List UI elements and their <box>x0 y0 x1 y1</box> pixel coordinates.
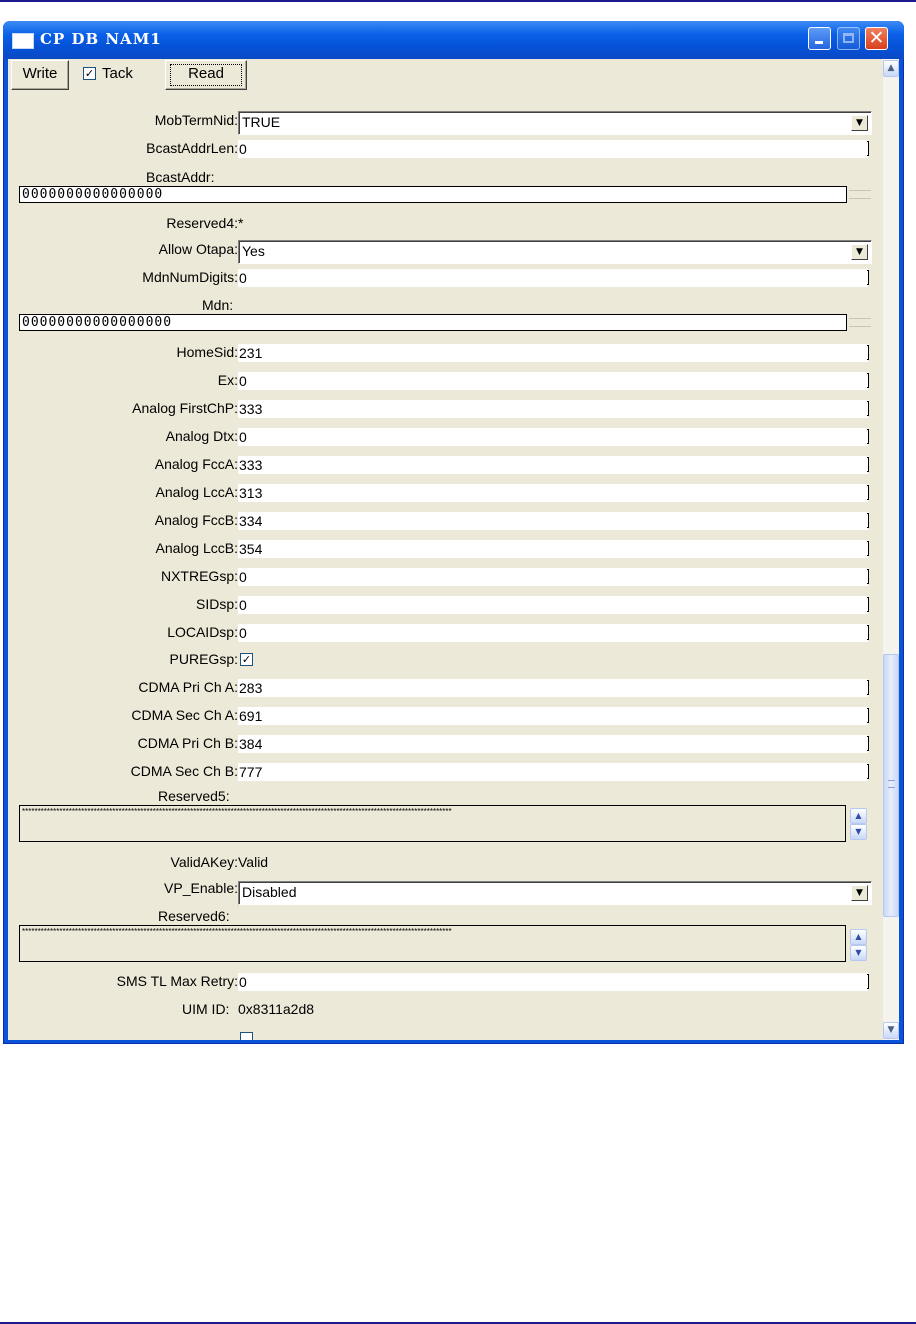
analog-first-chp-field[interactable]: 333 <box>238 400 868 418</box>
cdma-sec-ch-a-label: CDMA Sec Ch A: <box>131 707 238 723</box>
locaidsp-label: LOCAIDsp: <box>167 624 238 640</box>
nam-window <box>3 21 904 1044</box>
reserved5-label: Reserved5: <box>158 788 230 804</box>
analog-dtx-field[interactable]: 0 <box>238 428 868 446</box>
field-end-mark <box>867 974 869 989</box>
valid-akey-value: Valid <box>238 854 269 870</box>
cdma-pri-ch-a-field[interactable]: 283 <box>238 679 868 697</box>
reserved6-textarea[interactable]: ****************************************************************************************************************************************** <box>19 925 846 962</box>
analog-lcca-label: Analog LccA: <box>155 484 238 500</box>
analog-fcca-label: Analog FccA: <box>154 456 238 472</box>
mdn-num-digits-label: MdnNumDigits: <box>142 269 238 285</box>
mdn-field[interactable]: 00000000000000000 <box>19 314 847 331</box>
close-icon: ✕ <box>868 27 885 49</box>
ex-label: Ex: <box>217 372 238 388</box>
focus-rect <box>170 64 242 86</box>
grip-icon <box>888 780 895 788</box>
scroll-up-icon[interactable]: ▲ <box>883 60 899 77</box>
cdma-sec-ch-b-label: CDMA Sec Ch B: <box>130 763 238 779</box>
analog-first-chp-label: Analog FirstChP: <box>132 400 238 416</box>
field-end-mark <box>867 141 869 156</box>
mdn-num-digits-field[interactable]: 0 <box>238 269 868 287</box>
spin-down-icon[interactable]: ▼ <box>850 945 867 961</box>
mdn-label: Mdn: <box>202 297 234 313</box>
field-end-mark <box>867 708 869 723</box>
allow-otapa-label: Allow Otapa: <box>158 241 238 257</box>
field-end-mark <box>867 541 869 556</box>
cdma-sec-ch-a-field[interactable]: 691 <box>238 707 868 725</box>
cdma-pri-ch-b-label: CDMA Pri Ch B: <box>137 735 238 751</box>
mdn-resize-handle[interactable] <box>849 318 871 327</box>
analog-lccb-field[interactable]: 354 <box>238 540 868 558</box>
sms-tl-max-retry-label: SMS TL Max Retry: <box>116 973 238 989</box>
analog-lccb-label: Analog LccB: <box>155 540 238 556</box>
minimize-icon <box>815 41 823 44</box>
window-client-area <box>8 59 899 1040</box>
maximize-icon <box>843 33 854 43</box>
spin-up-icon[interactable]: ▲ <box>850 929 867 945</box>
minimize-button[interactable] <box>808 27 831 50</box>
scrollbar-thumb[interactable] <box>883 654 899 917</box>
field-end-mark <box>867 513 869 528</box>
chevron-down-icon[interactable]: ▼ <box>851 244 868 260</box>
bcast-addr-field[interactable]: 0000000000000000 <box>19 186 847 203</box>
chevron-down-icon[interactable]: ▼ <box>851 115 868 131</box>
analog-lcca-field[interactable]: 313 <box>238 484 868 502</box>
allow-otapa-select[interactable] <box>238 240 872 264</box>
home-sid-label: HomeSid: <box>176 344 238 360</box>
scroll-down-icon[interactable]: ▼ <box>883 1022 899 1039</box>
field-end-mark <box>867 429 869 444</box>
reserved5-textarea[interactable]: ****************************************************************************************************************************************** <box>19 805 846 842</box>
field-end-mark <box>867 764 869 779</box>
cdma-pri-ch-a-label: CDMA Pri Ch A: <box>138 679 238 695</box>
analog-fcca-field[interactable]: 333 <box>238 456 868 474</box>
tack-checkbox[interactable]: ✓ <box>84 67 95 80</box>
bcast-addr-len-field[interactable]: 0 <box>238 140 868 158</box>
vp-enable-select[interactable] <box>238 881 872 905</box>
bcast-addr-resize-handle[interactable] <box>849 190 871 199</box>
home-sid-field[interactable]: 231 <box>238 344 868 362</box>
allow-otapa-value: Yes <box>242 243 265 259</box>
field-end-mark <box>867 625 869 640</box>
read-button[interactable] <box>165 60 247 90</box>
field-end-mark <box>867 457 869 472</box>
vertical-scrollbar[interactable] <box>883 59 899 1040</box>
window-icon <box>12 33 34 49</box>
mob-term-nid-label: MobTermNid: <box>154 112 238 128</box>
read-label: Read <box>188 65 224 82</box>
write-button[interactable]: Write <box>11 60 69 90</box>
nxtregsp-field[interactable]: 0 <box>238 568 868 586</box>
mob-term-nid-select[interactable] <box>238 111 872 135</box>
ex-field[interactable]: 0 <box>238 372 868 390</box>
maximize-button <box>837 27 860 50</box>
mob-term-nid-value: TRUE <box>242 114 281 130</box>
puregsp-checkbox[interactable]: ✓ <box>241 653 252 666</box>
spin-down-icon[interactable]: ▼ <box>850 824 867 840</box>
window-title: CP DB NAM1 <box>40 30 162 48</box>
valid-akey-label: ValidAKey: <box>170 854 238 870</box>
uim-id-value: 0x8311a2d8 <box>238 1001 315 1017</box>
field-end-mark <box>867 373 869 388</box>
field-end-mark <box>867 345 869 360</box>
chevron-down-icon[interactable]: ▼ <box>851 885 868 901</box>
locaidsp-field[interactable]: 0 <box>238 624 868 642</box>
field-end-mark <box>867 597 869 612</box>
tack-label: Tack <box>102 65 133 82</box>
bcast-addr-len-label: BcastAddrLen: <box>146 140 238 156</box>
field-end-mark <box>867 680 869 695</box>
vp-enable-value: Disabled <box>242 884 297 900</box>
analog-fccb-label: Analog FccB: <box>154 512 238 528</box>
sidsp-field[interactable]: 0 <box>238 596 868 614</box>
field-end-mark <box>867 401 869 416</box>
field-end-mark <box>867 485 869 500</box>
title-bar[interactable] <box>3 21 904 59</box>
reserved4-value: * <box>238 215 244 231</box>
reserved4-label: Reserved4: <box>166 215 238 231</box>
uim-id-label: UIM ID: <box>182 1001 230 1017</box>
cdma-sec-ch-b-field[interactable]: 777 <box>238 763 868 781</box>
cdma-pri-ch-b-field[interactable]: 384 <box>238 735 868 753</box>
analog-dtx-label: Analog Dtx: <box>165 428 238 444</box>
next-row-checkbox[interactable] <box>240 1032 253 1040</box>
vp-enable-label: VP_Enable: <box>164 880 238 896</box>
bcast-addr-label: BcastAddr: <box>146 169 215 185</box>
reserved6-label: Reserved6: <box>158 908 230 924</box>
close-button[interactable] <box>865 27 888 50</box>
field-end-mark <box>867 270 869 285</box>
puregsp-label: PUREGsp: <box>169 651 238 667</box>
page-top-rule <box>0 0 916 2</box>
spin-up-icon[interactable]: ▲ <box>850 808 867 824</box>
field-end-mark <box>867 736 869 751</box>
analog-fccb-field[interactable]: 334 <box>238 512 868 530</box>
field-end-mark <box>867 569 869 584</box>
sidsp-label: SIDsp: <box>195 596 238 612</box>
sms-tl-max-retry-field[interactable]: 0 <box>238 973 868 991</box>
nxtregsp-label: NXTREGsp: <box>160 568 238 584</box>
